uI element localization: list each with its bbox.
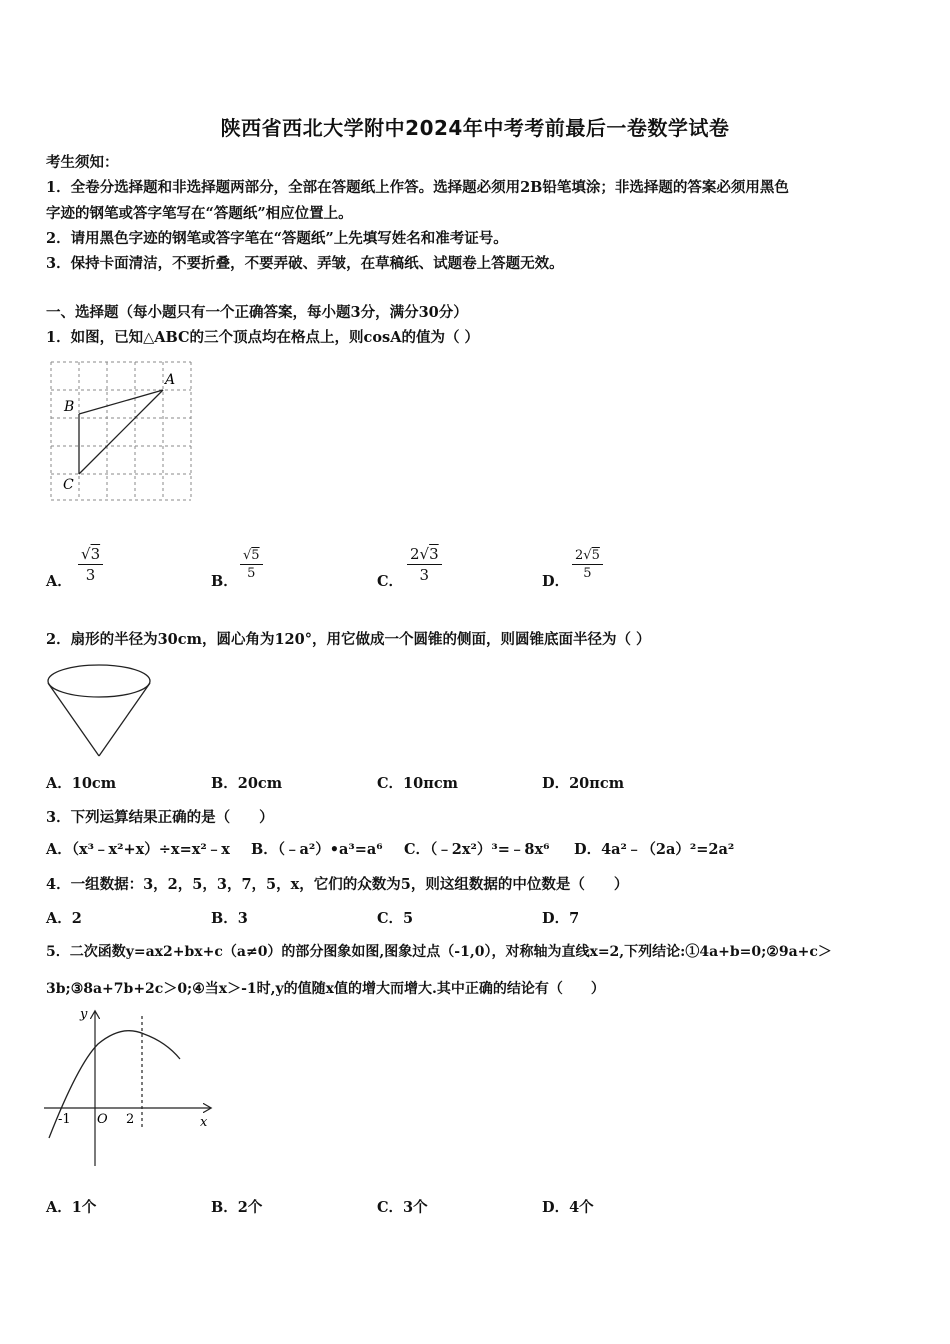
exam-title: 陕西省西北大学附中2024年中考考前最后一卷数学试卷 [220,116,730,140]
q5-axis-y-label: y [80,1007,88,1022]
q1-option-b-fraction: √5 5 [240,548,263,581]
q1-option-a-radicand: 3 [90,545,101,563]
q1-option-c-letter: C． [377,573,404,590]
q5-stem-line-1: 5．二次函数y=ax2+bx+c（a≠0）的部分图象如图,图象过点（-1,0），对称轴为直线x=2,下列结论:①4a+b=0;②9a+c＞ [46,944,832,960]
q3-option-a: A．（x³﹣x²+x）÷x=x²﹣x [46,841,230,858]
notice-item-3: 3．保持卡面清洁，不要折叠，不要弄破、弄皱，在草稿纸、试题卷上答题无效。 [46,255,564,272]
q4-stem: 4．一组数据：3，2，5，3，7，5，x，它们的众数为5，则这组数据的中位数是（ ） [46,876,629,893]
q1-option-c-coef: 2 [410,545,420,563]
q1-label-b: B [64,399,75,415]
q5-parabola-graph [40,1004,218,1172]
q5-option-c: C．3个 [377,1199,428,1216]
q5-stem-line-2: 3b;③8a+7b+2c＞0;④当x＞-1时,y的值随x值的增大而增大.其中正确的结论有（ ） [46,981,605,997]
q5-option-d: D．4个 [542,1199,594,1216]
q5-origin-label: O [97,1112,108,1127]
q3-option-d: D．4a²﹣（2a）²=2a² [574,841,735,858]
q1-option-a-fraction: √3 3 [78,545,103,584]
q1-option-d-letter: D． [542,573,570,590]
notice-item-2: 2．请用黑色字迹的钢笔或答字笔在“答题纸”上先填写姓名和准考证号。 [46,230,508,247]
q1-stem: 1．如图，已知△ABC的三个顶点均在格点上，则cosA的值为（ ） [46,329,480,346]
q4-option-b: B．3 [211,910,248,927]
q1-option-d-coef: 2 [575,548,584,563]
section-heading: 一、选择题（每小题只有一个正确答案，每小题3分，满分30分） [46,304,468,321]
q1-option-d-denominator: 5 [583,566,592,581]
q5-tick-2: 2 [126,1112,135,1127]
q1-option-b-letter: B． [211,573,238,590]
q1-label-c: C [63,477,74,493]
q2-cone-figure [44,662,156,760]
q1-option-c-denominator: 3 [419,566,430,584]
q2-option-d: D．20πcm [542,775,625,792]
q1-option-b-radicand: 5 [251,548,260,563]
q5-option-b: B．2个 [211,1199,263,1216]
q1-option-a-denominator: 3 [85,566,96,584]
q3-stem: 3．下列运算结果正确的是（ ） [46,809,274,826]
q1-option-c-radicand: 3 [429,545,439,563]
q4-option-d: D．7 [542,910,580,927]
notice-item-1-line-2: 字迹的钢笔或答字笔写在“答题纸”相应位置上。 [46,205,353,222]
q3-option-c: C．（﹣2x²）³=﹣8x⁶ [404,841,550,858]
notice-item-1-line-1: 1．全卷分选择题和非选择题两部分，全部在答题纸上作答。选择题必须用2B铅笔填涂；非选择题的答案必须用黑色 [46,179,789,196]
q2-option-b: B．20cm [211,775,283,792]
notice-heading: 考生须知： [46,154,119,171]
q1-option-d-fraction: 2√5 5 [572,548,603,581]
q1-option-a-letter: A． [46,573,72,590]
q2-stem: 2．扇形的半径为30cm，圆心角为120°，用它做成一个圆锥的侧面，则圆锥底面半径为（ ） [46,631,651,648]
q5-option-a: A．1个 [46,1199,97,1216]
q1-option-c-fraction: 2√3 3 [407,545,442,584]
q1-label-a: A [165,372,176,388]
q3-option-b: B．（﹣a²）•a³=a⁶ [251,841,383,858]
q2-option-a: A．10cm [46,775,117,792]
q1-option-b-denominator: 5 [247,566,256,581]
q1-option-d-radicand: 5 [591,548,600,563]
q1-grid-figure [46,357,196,505]
q4-option-c: C．5 [377,910,414,927]
q5-tick-neg1: -1 [58,1112,71,1127]
q5-axis-x-label: x [200,1115,208,1130]
q4-option-a: A．2 [46,910,82,927]
q2-option-c: C．10πcm [377,775,459,792]
